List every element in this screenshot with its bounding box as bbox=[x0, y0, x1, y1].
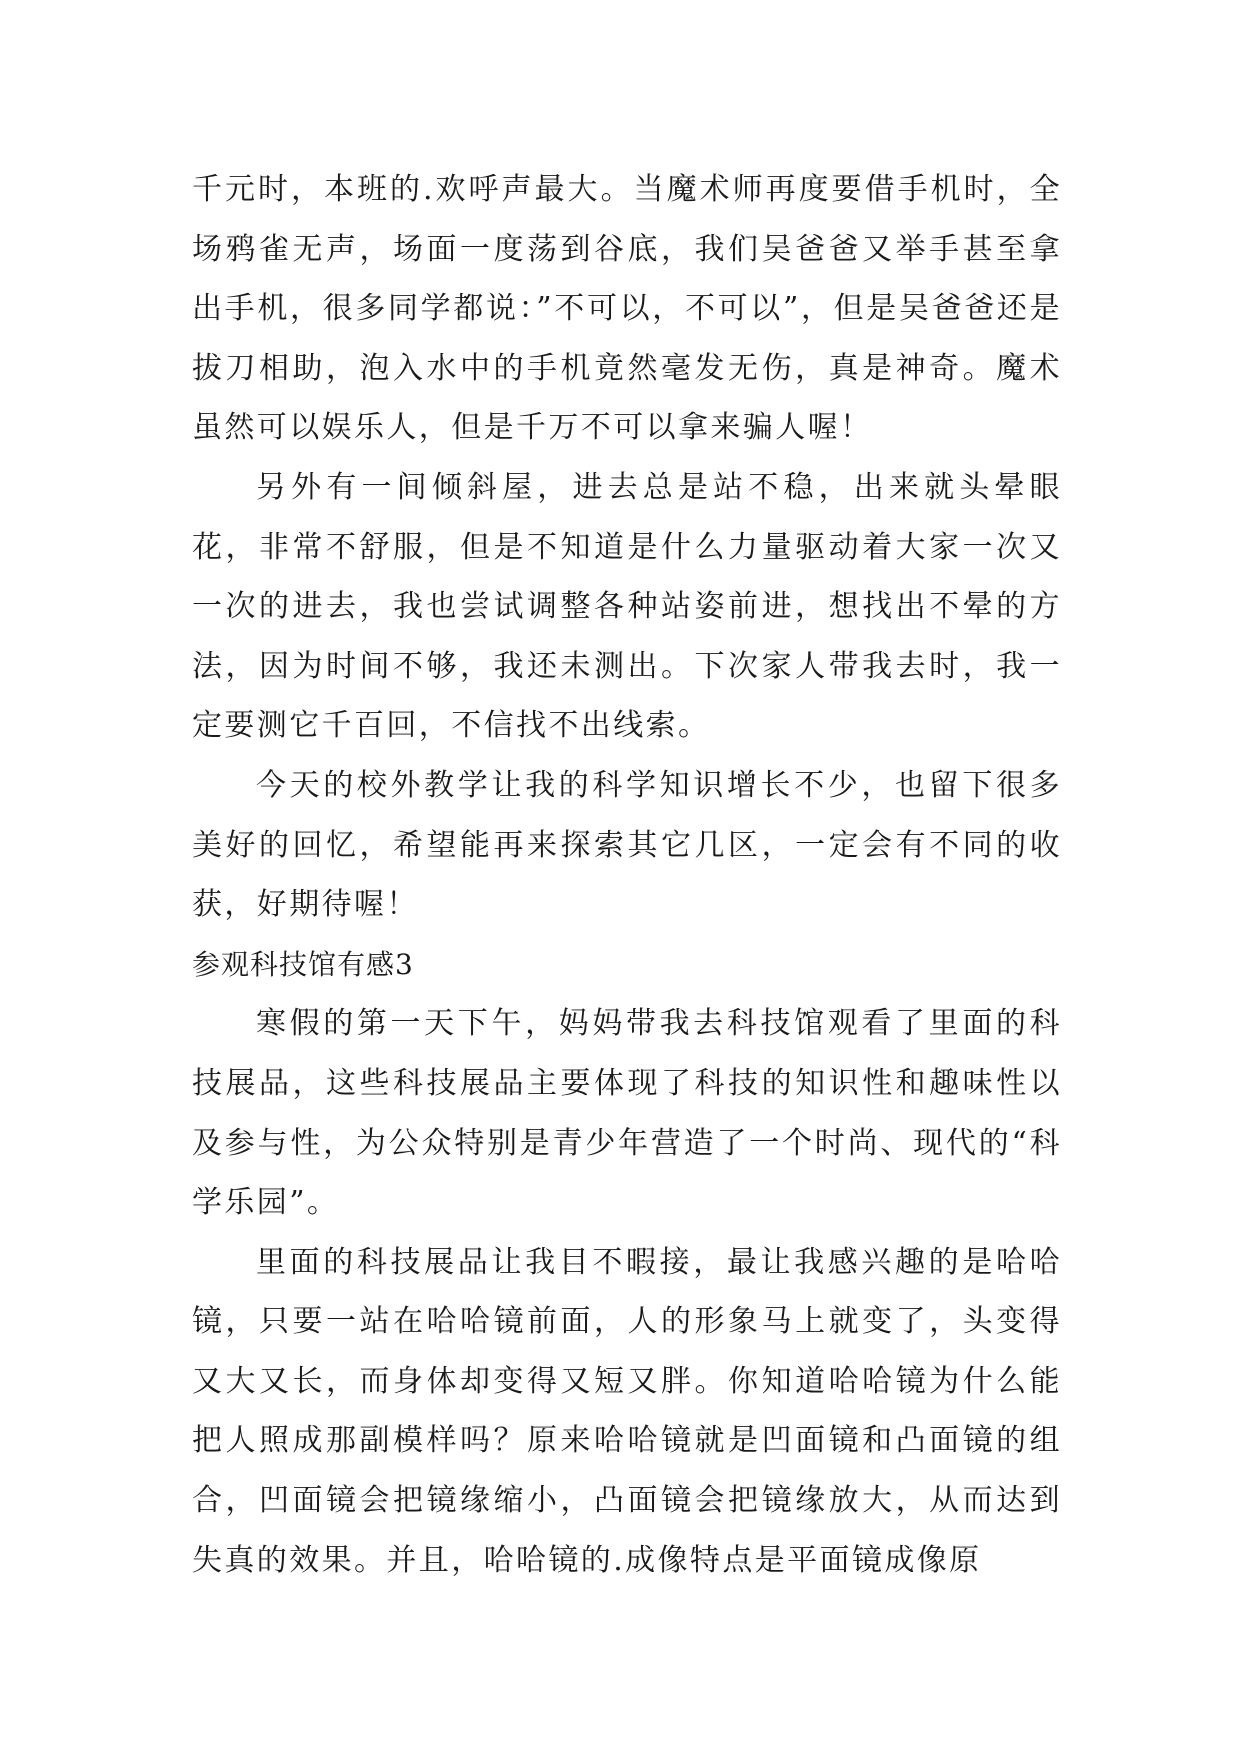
document-body bbox=[192, 160, 1062, 1590]
paragraph-winter-vacation-visit: 寒假的第一天下午，妈妈带我去科技馆观看了里面的科技展品，这些科技展品主要体现了科技的知识性和趣味性以及参与性，为公众特别是青少年营造了一个时尚、现代的“科学乐园”。 bbox=[192, 1006, 1062, 1221]
paragraph-tilted-house: 另外有一间倾斜屋，进去总是站不稳，出来就头晕眼花，非常不舒服，但是不知道是什么力量驱动着大家一次又一次的进去，我也尝试调整各种站姿前进，想找出不晕的方法，因为时间不够，我还未测出。下次家人带我去时，我一定要测它千百回，不信找不出线索。 bbox=[192, 469, 1062, 744]
paragraph-magic-show: 千元时，本班的.欢呼声最大。当魔术师再度要借手机时，全场鸦雀无声，场面一度荡到谷底，我们吴爸爸又举手甚至拿出手机，很多同学都说：”不可以，不可以”，但是吴爸爸还是拔刀相助，泡入水中的手机竟然毫发无伤，真是神奇。魔术虽然可以娱乐人，但是千万不可以拿来骗人喔！ bbox=[192, 172, 1062, 446]
section-title: 参观科技馆有感3 bbox=[192, 947, 414, 981]
paragraph-funhouse-mirror: 里面的科技展品让我目不暇接，最让我感兴趣的是哈哈镜，只要一站在哈哈镜前面，人的形象马上就变了，头变得又大又长，而身体却变得又短又胖。你知道哈哈镜为什么能把人照成那副模样吗？原来哈哈镜就是凹面镜和凸面镜的组合，凹面镜会把镜缘缩小，凸面镜会把镜缘放大，从而达到失真的效果。并且，哈哈镜的.成像特点是平面镜成像原 bbox=[192, 1244, 1062, 1578]
paragraph-field-trip-summary: 今天的校外教学让我的科学知识增长不少，也留下很多美好的回忆，希望能再来探索其它几区，一定会有不同的收获，好期待喔！ bbox=[192, 767, 1062, 923]
